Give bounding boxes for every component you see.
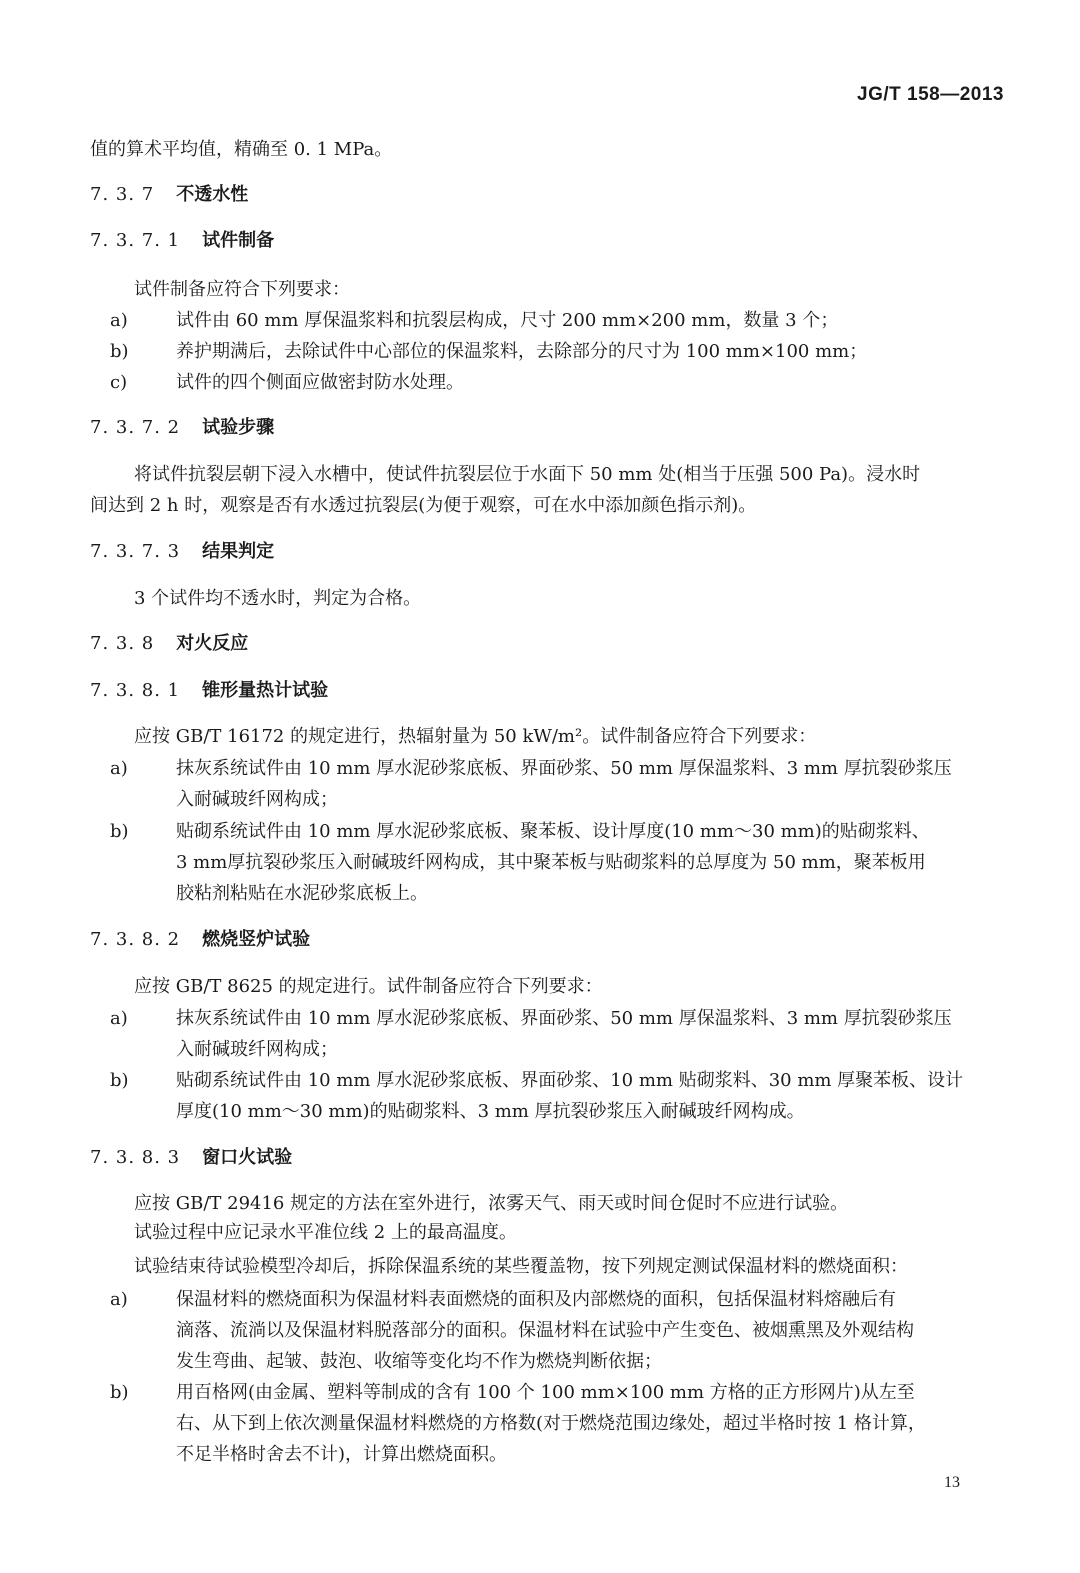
section-title: 窗口火试验 xyxy=(202,1147,293,1168)
section-title: 不透水性 xyxy=(176,184,249,205)
list-label: b) xyxy=(110,1382,129,1403)
list-item-text: 保温材料的燃烧面积为保温材料表面燃烧的面积及内部燃烧的面积，包括保温材料熔融后有 xyxy=(176,1289,896,1310)
list-item-text: 用百格网(由金属、塑料等制成的含有 100 个 100 mm×100 mm 方格的正方形网片)从左至 xyxy=(176,1382,915,1403)
paragraph-line: 试件制备应符合下列要求： xyxy=(134,279,350,300)
section-heading-7-3-7-2 xyxy=(90,417,274,439)
section-number: 7. 3. 8. 2 xyxy=(90,929,181,950)
list-item-text: 胶粘剂粘贴在水泥砂浆底板上。 xyxy=(176,883,428,904)
section-number: 7. 3. 8 xyxy=(90,633,155,654)
list-item-text: 贴砌系统试件由 10 mm 厚水泥砂浆底板、聚苯板、设计厚度(10 mm～30 mm)的贴砌浆料、 xyxy=(176,821,930,842)
paragraph-line: 应按 GB/T 8625 的规定进行。试件制备应符合下列要求： xyxy=(134,976,603,997)
paragraph-line: 应按 GB/T 29416 规定的方法在室外进行，浓雾天气、雨天或时间仓促时不应进行试验。 xyxy=(134,1193,849,1214)
section-title: 结果判定 xyxy=(202,541,275,562)
paragraph-line: 应按 GB/T 16172 的规定进行，热辐射量为 50 kW/m²。试件制备应符合下列要求： xyxy=(134,726,817,747)
list-label: a) xyxy=(110,1289,128,1310)
section-number: 7. 3. 7. 3 xyxy=(90,541,181,562)
section-number: 7. 3. 7. 2 xyxy=(90,417,181,438)
list-item-text: 试件由 60 mm 厚保温浆料和抗裂层构成，尺寸 200 mm×200 mm，数量 3 个； xyxy=(176,310,839,331)
list-item-text: 右、从下到上依次测量保温材料燃烧的方格数(对于燃烧范围边缘处，超过半格时按 1 格计算， xyxy=(176,1413,926,1434)
section-heading-7-3-8-1 xyxy=(90,680,328,702)
paragraph-line: 3 个试件均不透水时，判定为合格。 xyxy=(134,588,422,609)
section-number: 7. 3. 7 xyxy=(90,184,155,205)
section-heading-7-3-8-3 xyxy=(90,1147,292,1169)
list-item-text: 贴砌系统试件由 10 mm 厚水泥砂浆底板、界面砂浆、10 mm 贴砌浆料、30 mm 厚聚苯板、设计 xyxy=(176,1070,964,1091)
page-number: 13 xyxy=(944,1474,960,1491)
list-item-text: 发生弯曲、起皱、鼓泡、收缩等变化均不作为燃烧判断依据； xyxy=(176,1351,662,1372)
paragraph-line: 试验结束待试验模型冷却后，拆除保温系统的某些覆盖物，按下列规定测试保温材料的燃烧面积： xyxy=(134,1256,908,1277)
list-item-text: 不足半格时舍去不计)，计算出燃烧面积。 xyxy=(176,1444,508,1465)
standard-code: JG/T 158—2013 xyxy=(857,84,1004,105)
list-label: b) xyxy=(110,341,129,362)
section-title: 试验步骤 xyxy=(202,417,275,438)
list-item-text: 抹灰系统试件由 10 mm 厚水泥砂浆底板、界面砂浆、50 mm 厚保温浆料、3 mm 厚抗裂砂浆压 xyxy=(176,1008,952,1029)
list-label: a) xyxy=(110,310,128,331)
list-label: a) xyxy=(110,758,128,779)
list-item-text: 抹灰系统试件由 10 mm 厚水泥砂浆底板、界面砂浆、50 mm 厚保温浆料、3 mm 厚抗裂砂浆压 xyxy=(176,758,952,779)
list-item-text: 入耐碱玻纤网构成； xyxy=(176,1039,338,1060)
section-heading-7-3-7-1 xyxy=(90,230,274,252)
section-heading-7-3-8-2 xyxy=(90,929,310,951)
section-title: 对火反应 xyxy=(176,633,249,654)
section-number: 7. 3. 7. 1 xyxy=(90,230,181,251)
list-item-text: 3 mm厚抗裂砂浆压入耐碱玻纤网构成，其中聚苯板与贴砌浆料的总厚度为 50 mm，聚苯板用 xyxy=(176,852,926,873)
list-item-text: 入耐碱玻纤网构成； xyxy=(176,789,338,810)
list-label: a) xyxy=(110,1008,128,1029)
list-item-text: 厚度(10 mm～30 mm)的贴砌浆料、3 mm 厚抗裂砂浆压入耐碱玻纤网构成。 xyxy=(176,1101,805,1122)
list-item-text: 养护期满后，去除试件中心部位的保温浆料，去除部分的尺寸为 100 mm×100 mm； xyxy=(176,341,868,362)
paragraph-line: 将试件抗裂层朝下浸入水槽中，使试件抗裂层位于水面下 50 mm 处(相当于压强 500 Pa)。浸水时 xyxy=(134,464,921,485)
section-heading-7-3-7 xyxy=(90,184,248,206)
section-number: 7. 3. 8. 3 xyxy=(90,1147,181,1168)
paragraph-line: 值的算术平均值，精确至 0. 1 MPa。 xyxy=(90,139,393,160)
section-heading-7-3-8 xyxy=(90,633,248,655)
paragraph-line: 间达到 2 h 时，观察是否有水透过抗裂层(为便于观察，可在水中添加颜色指示剂)。 xyxy=(90,495,757,516)
list-label: b) xyxy=(110,821,129,842)
list-label: c) xyxy=(110,372,128,393)
section-title: 锥形量热计试验 xyxy=(202,680,329,701)
section-heading-7-3-7-3 xyxy=(90,541,274,563)
list-item-text: 滴落、流淌以及保温材料脱落部分的面积。保温材料在试验中产生变色、被烟熏黑及外观结构 xyxy=(176,1320,914,1341)
section-title: 燃烧竖炉试验 xyxy=(202,929,311,950)
section-number: 7. 3. 8. 1 xyxy=(90,680,181,701)
section-title: 试件制备 xyxy=(202,230,275,251)
paragraph-line: 试验过程中应记录水平准位线 2 上的最高温度。 xyxy=(134,1222,517,1243)
list-label: b) xyxy=(110,1070,129,1091)
list-item-text: 试件的四个侧面应做密封防水处理。 xyxy=(176,372,464,393)
